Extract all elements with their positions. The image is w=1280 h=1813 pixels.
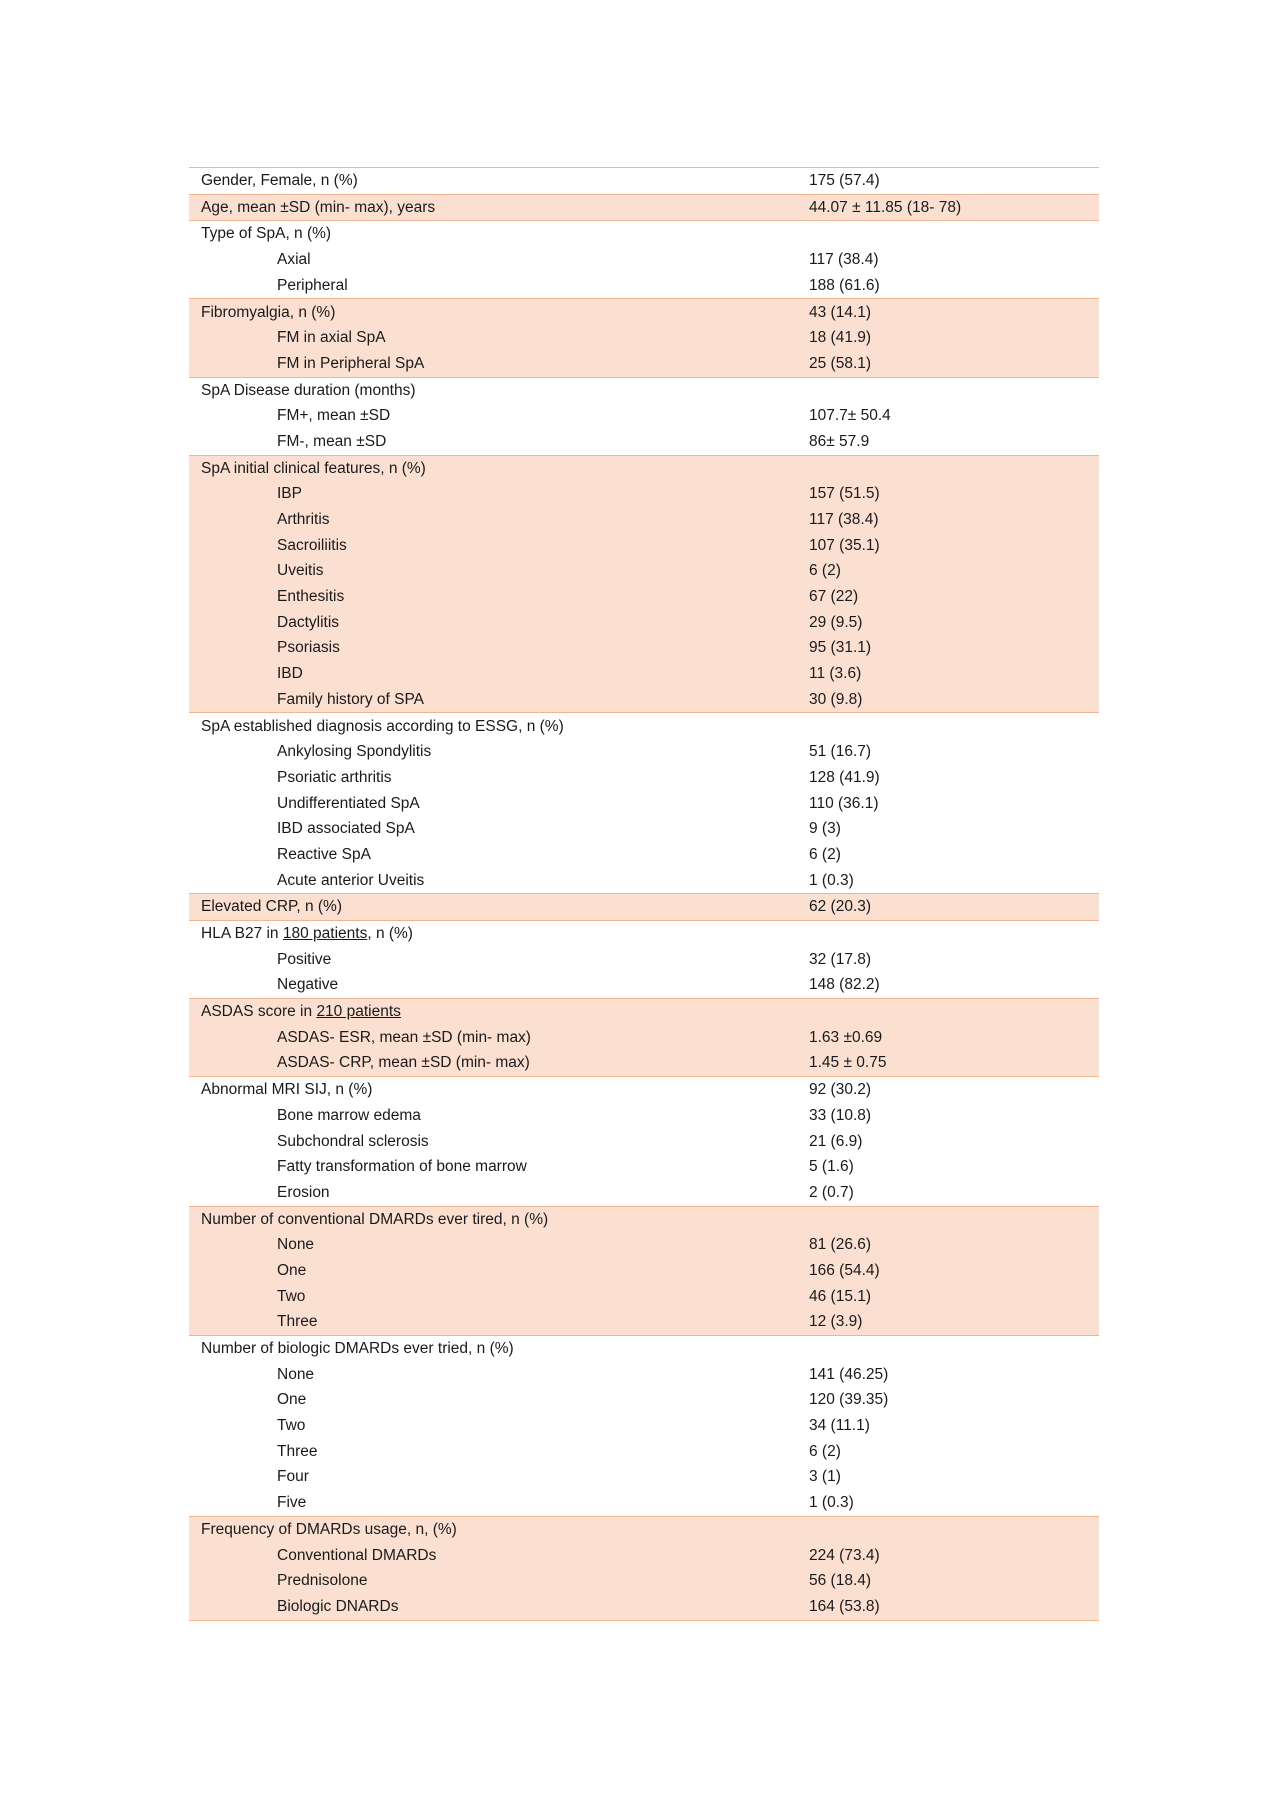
row-label <box>189 1522 809 1538</box>
row-value: 95 (31.1) <box>809 639 872 657</box>
row-label-text: Erosion <box>277 1183 330 1201</box>
row-value: 5 (1.6) <box>809 1158 854 1176</box>
row-label <box>189 1134 809 1150</box>
row-label-text: Positive <box>277 950 332 968</box>
row-label-text: Prednisolone <box>277 1572 368 1590</box>
row-label-text: Number of biologic DMARDs ever tried, n (%) <box>201 1340 514 1358</box>
row-label-text: Number of conventional DMARDs ever tired, n (%) <box>201 1210 549 1228</box>
table-subrow <box>189 1362 1099 1388</box>
row-label-text: ASDAS score in <box>201 1003 317 1021</box>
row-value: 1.45 ± 0.75 <box>809 1054 887 1072</box>
row-value: 86± 57.9 <box>809 432 870 450</box>
table-subrow <box>189 1180 1099 1206</box>
table-row <box>189 168 1099 194</box>
row-value: 128 (41.9) <box>809 768 880 786</box>
row-label-text: HLA B27 in <box>201 925 283 943</box>
row-label <box>189 1159 809 1175</box>
row-label-suffix: , n (%) <box>367 925 413 943</box>
row-label <box>189 796 809 812</box>
table-subrow <box>189 1464 1099 1490</box>
row-label <box>189 770 809 786</box>
table-subrow <box>189 868 1099 894</box>
row-label <box>189 1212 809 1228</box>
row-label-text: Negative <box>277 976 339 994</box>
row-value: 51 (16.7) <box>809 743 872 761</box>
characteristics-table <box>189 167 1099 1621</box>
row-label-text: Three <box>277 1313 318 1331</box>
table-subrow <box>189 739 1099 765</box>
row-value: 120 (39.35) <box>809 1391 889 1409</box>
row-label-text: Three <box>277 1442 318 1460</box>
row-label <box>189 589 809 605</box>
row-value: 43 (14.1) <box>809 303 872 321</box>
row-label-text: Uveitis <box>277 562 324 580</box>
row-label <box>189 692 809 708</box>
row-label <box>189 512 809 528</box>
row-value: 81 (26.6) <box>809 1236 872 1254</box>
row-value: 164 (53.8) <box>809 1597 880 1615</box>
row-label <box>189 1108 809 1124</box>
table-subrow <box>189 1154 1099 1180</box>
row-value: 188 (61.6) <box>809 276 880 294</box>
row-label-text: Four <box>277 1468 309 1486</box>
row-label-text: Fatty transformation of bone marrow <box>277 1158 527 1176</box>
row-value: 29 (9.5) <box>809 613 863 631</box>
row-label <box>189 1082 809 1098</box>
row-label-text: Psoriatic arthritis <box>277 768 392 786</box>
row-value: 117 (38.4) <box>809 251 879 269</box>
row-value: 92 (30.2) <box>809 1081 872 1099</box>
row-value: 1 (0.3) <box>809 871 854 889</box>
row-label-text: None <box>277 1365 315 1383</box>
row-label <box>189 538 809 554</box>
row-label-text: Conventional DMARDs <box>277 1546 437 1564</box>
row-label <box>189 926 809 942</box>
row-label-text: SpA established diagnosis according to ESSG, n (%) <box>201 717 564 735</box>
table-subrow <box>189 765 1099 791</box>
table-row-group <box>189 455 1099 713</box>
table-row-group <box>189 893 1099 920</box>
row-value: 9 (3) <box>809 820 841 838</box>
table-subrow <box>189 1387 1099 1413</box>
row-value: 32 (17.8) <box>809 950 872 968</box>
row-label <box>189 1599 809 1615</box>
table-row-group <box>189 377 1099 455</box>
row-value: 46 (15.1) <box>809 1287 872 1305</box>
table-row <box>189 713 1099 739</box>
table-subrow <box>189 1284 1099 1310</box>
row-label-text: One <box>277 1261 307 1279</box>
row-value: 21 (6.9) <box>809 1132 863 1150</box>
row-value: 25 (58.1) <box>809 354 872 372</box>
row-label-text: Two <box>277 1287 306 1305</box>
row-value: 6 (2) <box>809 562 841 580</box>
table-row-group <box>189 1516 1099 1621</box>
row-value: 107.7± 50.4 <box>809 407 891 425</box>
row-label-text: Fibromyalgia, n (%) <box>201 303 336 321</box>
row-label-text: ASDAS- CRP, mean ±SD (min- max) <box>277 1054 530 1072</box>
row-value: 117 (38.4) <box>809 511 879 529</box>
row-label <box>189 1418 809 1434</box>
row-value: 30 (9.8) <box>809 690 863 708</box>
table-subrow <box>189 635 1099 661</box>
table-subrow <box>189 661 1099 687</box>
row-value: 44.07 ± 11.85 (18- 78) <box>809 198 962 216</box>
row-label-text: Reactive SpA <box>277 845 371 863</box>
row-label-text: ASDAS- ESR, mean ±SD (min- max) <box>277 1028 531 1046</box>
row-label-text: Five <box>277 1494 307 1512</box>
row-label <box>189 226 809 242</box>
table-subrow <box>189 1025 1099 1051</box>
table-row <box>189 1077 1099 1103</box>
row-label <box>189 305 809 321</box>
row-label-text: IBP <box>277 485 302 503</box>
table-subrow <box>189 1490 1099 1516</box>
row-label-text: Acute anterior Uveitis <box>277 871 425 889</box>
row-label <box>189 719 809 735</box>
table-subrow <box>189 507 1099 533</box>
row-value: 3 (1) <box>809 1468 841 1486</box>
table-subrow <box>189 791 1099 817</box>
table-row <box>189 456 1099 482</box>
row-label-text: Biologic DNARDs <box>277 1597 399 1615</box>
row-value: 6 (2) <box>809 1442 841 1460</box>
table-row-group <box>189 220 1099 298</box>
table-row <box>189 195 1099 221</box>
row-value: 1.63 ±0.69 <box>809 1028 883 1046</box>
row-label-text: Gender, Female, n (%) <box>201 172 358 190</box>
table-subrow <box>189 1439 1099 1465</box>
row-label <box>189 1495 809 1511</box>
table-row <box>189 221 1099 247</box>
row-label <box>189 1004 809 1020</box>
table-subrow <box>189 842 1099 868</box>
table-row <box>189 921 1099 947</box>
row-value: 175 (57.4) <box>809 172 880 190</box>
table-subrow <box>189 481 1099 507</box>
row-value: 6 (2) <box>809 845 841 863</box>
table-row-group <box>189 712 1099 893</box>
table-subrow <box>189 1309 1099 1335</box>
table-subrow <box>189 687 1099 713</box>
row-label-text: FM in Peripheral SpA <box>277 354 425 372</box>
table-subrow <box>189 1128 1099 1154</box>
table-subrow <box>189 533 1099 559</box>
row-value: 33 (10.8) <box>809 1106 872 1124</box>
row-label <box>189 615 809 631</box>
table-subrow <box>189 816 1099 842</box>
table-subrow <box>189 247 1099 273</box>
row-label-text: Bone marrow edema <box>277 1106 421 1124</box>
row-label <box>189 486 809 502</box>
row-label <box>189 1341 809 1357</box>
row-label <box>189 252 809 268</box>
table-subrow <box>189 1594 1099 1620</box>
row-label-text: Family history of SPA <box>277 690 425 708</box>
row-value: 1 (0.3) <box>809 1494 854 1512</box>
table-row <box>189 999 1099 1025</box>
row-label <box>189 744 809 760</box>
table-row-group <box>189 998 1099 1076</box>
row-label <box>189 1548 809 1564</box>
row-label-text: Arthritis <box>277 511 330 529</box>
table-subrow <box>189 403 1099 429</box>
row-value: 107 (35.1) <box>809 536 880 554</box>
row-label <box>189 434 809 450</box>
table-row <box>189 1336 1099 1362</box>
table-subrow <box>189 325 1099 351</box>
row-label-text: FM-, mean ±SD <box>277 432 387 450</box>
row-label <box>189 563 809 579</box>
row-label <box>189 1263 809 1279</box>
row-label <box>189 1469 809 1485</box>
table-row-group <box>189 1206 1099 1335</box>
row-label-text: Elevated CRP, n (%) <box>201 898 342 916</box>
row-value: 11 (3.6) <box>809 665 862 683</box>
row-label-text: FM+, mean ±SD <box>277 407 391 425</box>
row-label-text: Two <box>277 1417 306 1435</box>
table-subrow <box>189 1542 1099 1568</box>
table-subrow <box>189 1103 1099 1129</box>
row-label <box>189 1237 809 1253</box>
table-row-group <box>189 167 1099 194</box>
table-row-group <box>189 920 1099 998</box>
row-label-text: SpA Disease duration (months) <box>201 381 416 399</box>
table-row <box>189 1517 1099 1543</box>
row-value: 2 (0.7) <box>809 1183 854 1201</box>
row-label <box>189 408 809 424</box>
row-label <box>189 847 809 863</box>
table-subrow <box>189 558 1099 584</box>
row-value: 141 (46.25) <box>809 1365 889 1383</box>
row-label-text: Axial <box>277 251 311 269</box>
row-label-text: One <box>277 1391 307 1409</box>
row-label <box>189 977 809 993</box>
row-label <box>189 666 809 682</box>
table-subrow <box>189 1413 1099 1439</box>
row-label-text: Ankylosing Spondylitis <box>277 743 432 761</box>
row-label-text: Subchondral sclerosis <box>277 1132 429 1150</box>
table-subrow <box>189 1232 1099 1258</box>
row-label <box>189 383 809 399</box>
row-label <box>189 1289 809 1305</box>
row-value: 34 (11.1) <box>809 1417 870 1435</box>
table-subrow <box>189 947 1099 973</box>
row-label <box>189 640 809 656</box>
row-label <box>189 1314 809 1330</box>
row-label <box>189 952 809 968</box>
row-label <box>189 1573 809 1589</box>
row-label-text: Peripheral <box>277 276 348 294</box>
row-label <box>189 330 809 346</box>
row-label-text: Dactylitis <box>277 613 340 631</box>
table-row <box>189 299 1099 325</box>
row-value: 18 (41.9) <box>809 329 872 347</box>
row-label-underlined: 180 patients <box>282 925 368 943</box>
row-label-text: Psoriasis <box>277 639 340 657</box>
table-row-group <box>189 1335 1099 1516</box>
table-row-group <box>189 194 1099 221</box>
row-label <box>189 899 809 915</box>
table-subrow <box>189 972 1099 998</box>
row-label-text: Type of SpA, n (%) <box>201 225 332 243</box>
row-label <box>189 173 809 189</box>
row-label-text: Abnormal MRI SIJ, n (%) <box>201 1081 373 1099</box>
row-label <box>189 821 809 837</box>
row-label <box>189 1185 809 1201</box>
row-label <box>189 1030 809 1046</box>
row-label <box>189 356 809 372</box>
table-row-group <box>189 1076 1099 1205</box>
row-value: 62 (20.3) <box>809 898 872 916</box>
row-label-text: IBD <box>277 665 303 683</box>
row-value: 67 (22) <box>809 588 859 606</box>
row-value: 56 (18.4) <box>809 1572 872 1590</box>
row-value: 166 (54.4) <box>809 1261 880 1279</box>
table-subrow <box>189 1258 1099 1284</box>
table-subrow <box>189 584 1099 610</box>
row-value: 224 (73.4) <box>809 1546 880 1564</box>
row-label <box>189 1392 809 1408</box>
row-label-text: IBD associated SpA <box>277 820 415 838</box>
row-label-text: Undifferentiated SpA <box>277 794 420 812</box>
row-label-text: Frequency of DMARDs usage, n, (%) <box>201 1520 457 1538</box>
table-row <box>189 1207 1099 1233</box>
row-label-text: SpA initial clinical features, n (%) <box>201 459 426 477</box>
table-subrow <box>189 1050 1099 1076</box>
row-label <box>189 1444 809 1460</box>
row-label-text: Enthesitis <box>277 588 345 606</box>
row-value: 12 (3.9) <box>809 1313 863 1331</box>
row-label <box>189 278 809 294</box>
table-subrow <box>189 351 1099 377</box>
row-value: 110 (36.1) <box>809 794 879 812</box>
row-label <box>189 1367 809 1383</box>
table-row <box>189 378 1099 404</box>
table-row <box>189 894 1099 920</box>
table-subrow <box>189 429 1099 455</box>
row-label <box>189 1055 809 1071</box>
table-subrow <box>189 610 1099 636</box>
row-label-text: Age, mean ±SD (min- max), years <box>201 198 436 216</box>
row-label-text: None <box>277 1236 315 1254</box>
row-label <box>189 873 809 889</box>
row-label <box>189 200 809 216</box>
table-subrow <box>189 1568 1099 1594</box>
table-subrow <box>189 273 1099 299</box>
row-label-text: Sacroiliitis <box>277 536 347 554</box>
table-row-group <box>189 298 1099 376</box>
row-label <box>189 461 809 477</box>
row-label-underlined: 210 patients <box>316 1003 401 1021</box>
row-value: 148 (82.2) <box>809 976 880 994</box>
row-value: 157 (51.5) <box>809 485 880 503</box>
row-label-text: FM in axial SpA <box>277 329 386 347</box>
